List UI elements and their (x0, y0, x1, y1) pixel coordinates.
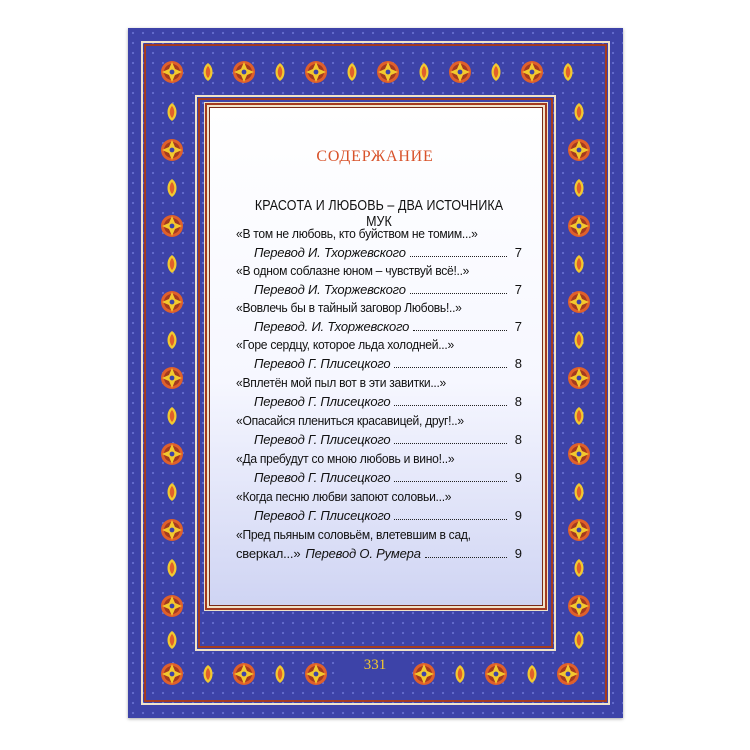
dot-leader (413, 329, 507, 331)
entry-page-number: 8 (514, 394, 522, 409)
entry-title-continuation: сверкал...» (236, 546, 301, 561)
entry-page-number: 8 (514, 432, 522, 447)
entry-title: «Пред пьяным соловьём, влетевшим в сад, (236, 527, 471, 542)
entry-page-number: 7 (514, 245, 522, 260)
dot-leader (394, 518, 507, 520)
entry-title: «Да пребудут со мною любовь и вино!..» (236, 451, 455, 466)
dot-leader (394, 366, 507, 368)
entry-page-number: 9 (514, 546, 522, 561)
entry-page-number: 9 (514, 470, 522, 485)
entry-title: «Вовлечь бы в тайный заговор Любовь!..» (236, 300, 462, 315)
entry-page-number: 8 (514, 356, 522, 371)
entry-translator: Перевод О. Румера (305, 546, 421, 561)
entry-translator: Перевод И. Тхоржевского (254, 245, 406, 260)
page-number: 331 (341, 656, 409, 675)
entry-translator: Перевод И. Тхоржевского (254, 282, 406, 297)
dot-leader (425, 556, 507, 558)
entry-title: «В том не любовь, кто буйством не томим...» (236, 226, 478, 241)
dot-leader (410, 292, 507, 294)
entry-translator: Перевод. И. Тхоржевского (254, 319, 410, 334)
entry-page-number: 9 (514, 508, 522, 523)
entry-translator: Перевод Г. Плисецкого (254, 508, 391, 523)
entry-title: «Горе сердцу, которое льда холодней...» (236, 337, 454, 352)
toc-entry[interactable] (236, 262, 522, 298)
dot-leader (394, 442, 507, 444)
toc-entry[interactable] (236, 412, 522, 448)
entry-title: «Вплетён мой пыл вот в эти завитки...» (236, 375, 447, 390)
dot-leader (394, 480, 507, 482)
entry-translator: Перевод Г. Плисецкого (254, 470, 391, 485)
toc-entry[interactable] (236, 336, 522, 372)
toc-entry[interactable] (236, 488, 522, 524)
entry-title: «Когда песню любви запоют соловьи...» (236, 489, 452, 504)
entry-translator: Перевод Г. Плисецкого (254, 394, 391, 409)
entry-title: «Опасайся плениться красавицей, друг!..» (236, 413, 464, 428)
entry-page-number: 7 (514, 319, 522, 334)
toc-entry[interactable] (236, 225, 522, 261)
toc-entry[interactable] (236, 450, 522, 486)
section-title: КРАСОТА И ЛЮБОВЬ – ДВА ИСТОЧНИКА МУК (254, 198, 504, 230)
entry-page-number: 7 (514, 282, 522, 297)
dot-leader (394, 404, 507, 406)
dot-leader (410, 255, 507, 257)
toc-entry[interactable] (236, 299, 522, 335)
entry-translator: Перевод Г. Плисецкого (254, 432, 391, 447)
toc-entry[interactable] (236, 374, 522, 410)
toc-entry[interactable] (236, 526, 522, 562)
contents-heading: СОДЕРЖАНИЕ (316, 148, 434, 165)
entry-translator: Перевод Г. Плисецкого (254, 356, 391, 371)
entry-title: «В одном соблазне юном – чувствуй всё!..» (236, 263, 470, 278)
